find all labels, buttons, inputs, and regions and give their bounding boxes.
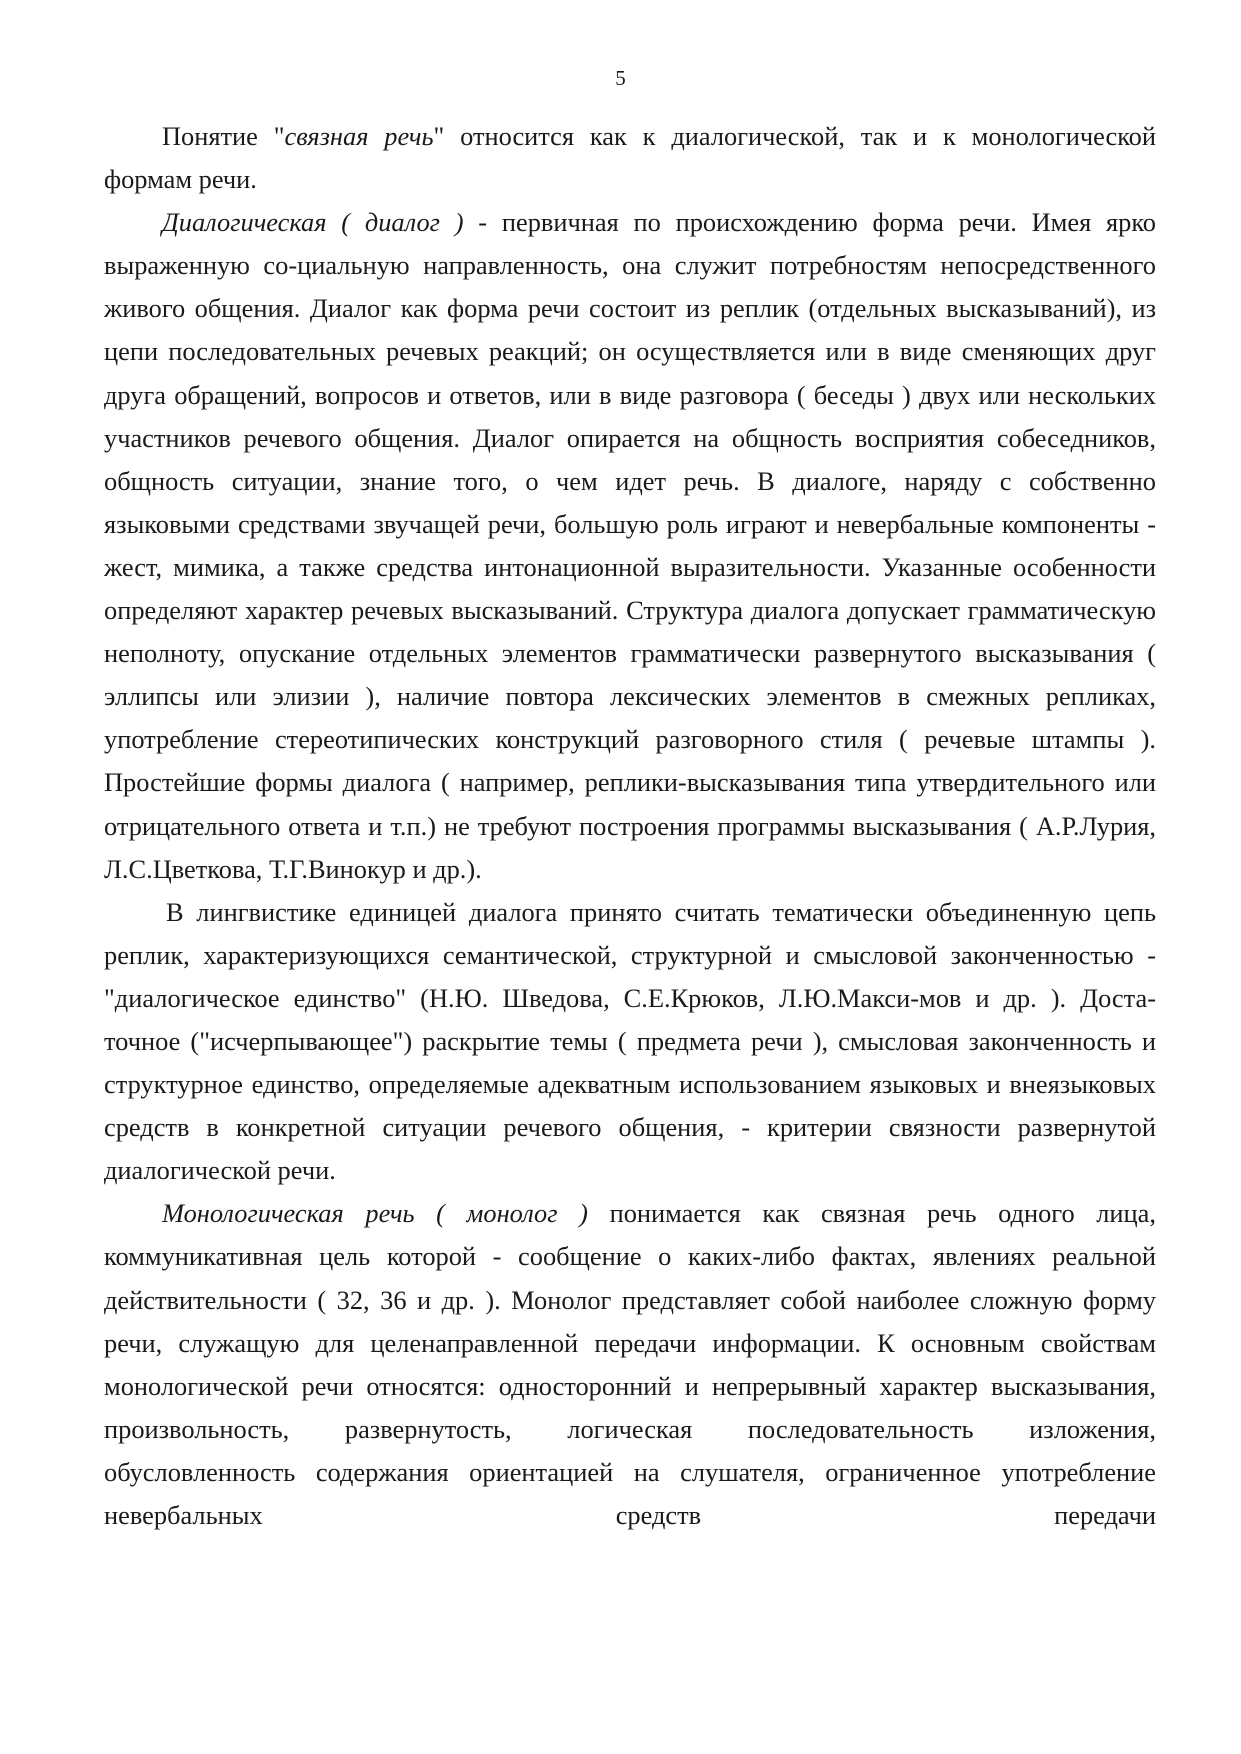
document-body	[104, 115, 1156, 1537]
paragraph-text: - первичная по происхождению форма речи. Имея ярко выраженную со-циальную направленность, она служит потребностям непосредственного живого общения. Диалог как форма речи состоит из реплик (отдельных высказываний), из цепи последовательных речевых реакций; он осуществляется или в виде сменяющих друг друга обращений, вопросов и ответов, или в виде разговора ( беседы ) двух или нескольких участников речевого общения. Диалог опирается на общность восприятия собеседников, общность ситуации, знание того, о чем идет речь. В диалоге, наряду с собственно языковыми средствами звучащей речи, большую роль играют и невербальные компоненты - жест, мимика, а также средства интонационной выразительности. Указанные особенности определяют характер речевых высказываний. Структура диалога допускает грамматическую неполноту, опускание отдельных элементов грамматически развернутого высказывания ( эллипсы или элизии ), наличие повтора лексических элементов в смежных репликах, употребление стереотипических конструкций разговорного стиля ( речевые штампы ). Простейшие формы диалога ( например, реплики-высказывания типа утвердительного или отрицательного ответа и т.п.) не требуют построения программы высказывания ( А.Р.Лурия, Л.С.Цветкова, Т.Г.Винокур и др.).	[104, 207, 1157, 884]
paragraph-dialogue	[104, 201, 1156, 891]
paragraph-monologue	[104, 1192, 1156, 1537]
paragraph-text: " относится как к диалогической, так и к монологической формам речи.	[104, 121, 1156, 195]
paragraph-coherent-speech	[104, 115, 1156, 201]
page-number: 5	[615, 66, 626, 90]
paragraph-text: понимается как связная речь одного лица, коммуникативная цель которой - сообщение о каких-либо фактах, явлениях реальной действительности ( 32, 36 и др. ). Монолог представляет собой наиболее сложную форму речи, служащую для целенаправленной передачи информации. К основным свойствам монологической речи относятся: односторонний и непрерывный характер высказывания, произвольность, развернутость, логическая последовательность изложения, обусловленность содержания ориентацией на слушателя, ограниченное употребление невербальных средств передачи	[104, 1198, 1156, 1530]
paragraph-text: Понятие "	[162, 121, 285, 151]
paragraph-text: В лингвистике единицей диалога принято считать тематически объединенную цепь реплик, характеризующихся семантической, структурной и смысловой законченностью - "диалогическое единство" (Н.Ю. Шведова, С.Е.Крюков, Л.Ю.Макси-мов и др. ). Доста-точное ("исчерпывающее") раскрытие темы ( предмета речи ), смысловая законченность и структурное единство, определяемые адекватным использованием языковых и внеязыковых средств в конкретной ситуации речевого общения, - критерии связности развернутой диалогической речи.	[104, 896, 1156, 1186]
italic-term: связная речь	[284, 121, 434, 151]
paragraph-dialogue-unit	[104, 891, 1156, 1193]
italic-term: Диалогическая ( диалог )	[162, 207, 464, 238]
italic-term: Монологическая речь ( монолог )	[162, 1198, 588, 1229]
